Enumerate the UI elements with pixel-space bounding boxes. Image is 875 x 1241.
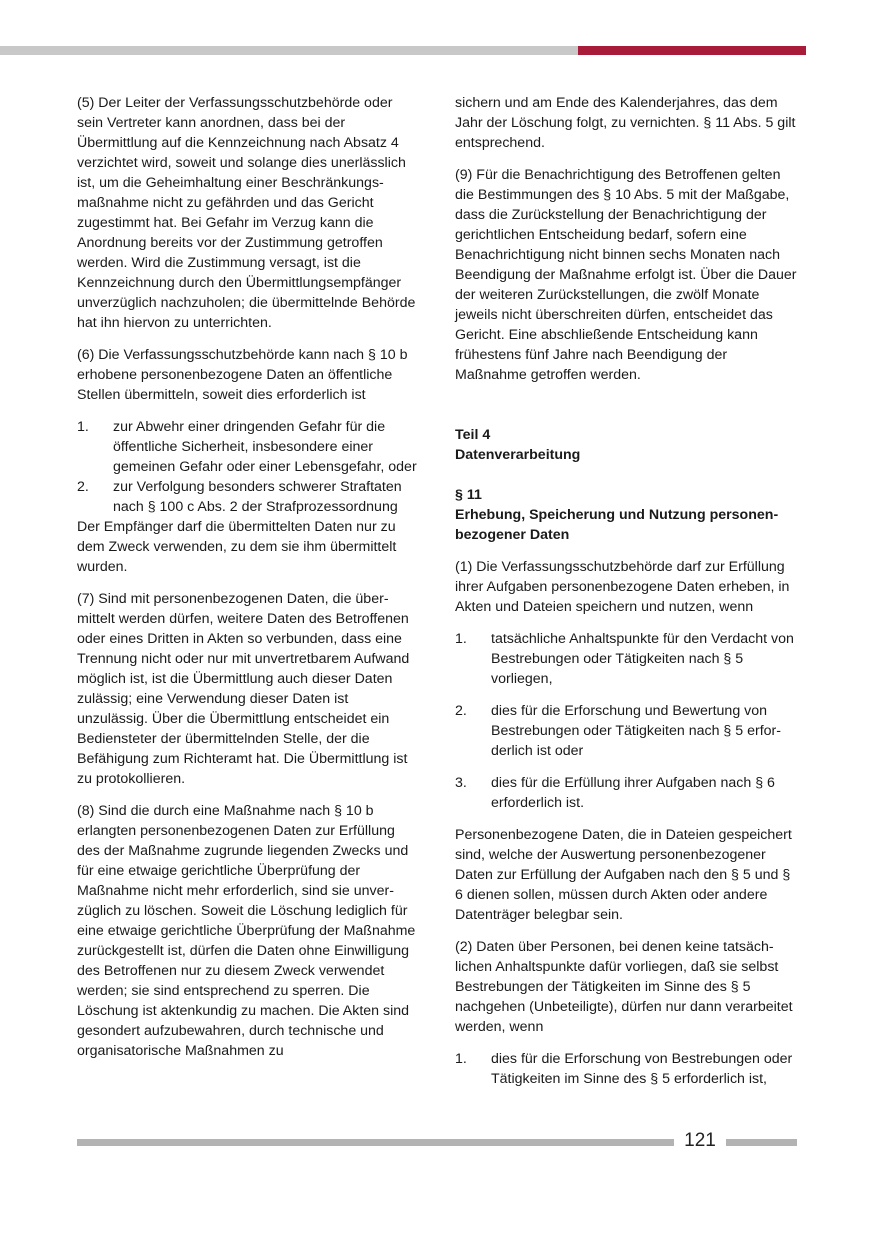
paragraph-9: (9) Für die Benachrichtigung des Betroffenen gelten die Bestimmungen des § 10 Abs. 5 mit der Maßgabe, dass die Zurückstellung der Benachrichtigung der gerichtlichen Entscheidung bedarf, sofern eine Benachrichtigung nicht binnen sechs Monaten nach Beendigung der Maßnahme erfolgt ist. Über die Dauer der weiteren Zurückstellungen, die zwölf Monate jeweils nicht überschreiten dürfen, entscheidet das Gericht. Eine abschließende Entscheidung kann frühestens fünf Jahre nach Beendigung der Maßnahme getroffen werden. [455,167,797,383]
list-item [455,773,800,813]
list-item-number: 3. [455,775,467,791]
list-item-number: 1. [77,419,89,435]
section-paragraph-2-list [455,1049,800,1089]
part-label: Teil 4 [455,427,491,443]
header-rule-accent [578,46,806,55]
list-item [455,701,800,761]
list-item-number: 1. [455,1051,467,1067]
left-column [77,93,420,1073]
list-item [77,477,420,517]
list-item [455,1049,800,1089]
footer-rule-left [77,1139,674,1146]
list-item [455,629,800,689]
page-number: 121 [684,1130,716,1151]
paragraph-6: (6) Die Verfassungsschutzbehörde kann nach § 10 b erhobene personenbezogene Daten an öffentliche Stellen übermitteln, soweit dies erforderlich ist [77,347,408,403]
list-item-number: 2. [455,703,467,719]
list-item-number: 2. [77,479,89,495]
part-title: Datenverarbeitung [455,447,581,463]
paragraph-7: (7) Sind mit personenbezogenen Daten, die übermittelt werden dürfen, weitere Daten des Betroffenen oder eines Dritten in Akten so verbunden, dass eine Trennung nicht oder nur mit unvertretbarem Aufwand möglich ist, ist die Übermittlung auch dieser Daten zulässig; eine Verwendung dieser Daten ist unzulässig. Über die Übermittlung entscheidet ein Bediensteter der übermittelnden Stelle, der die Befähigung zum Richteramt hat. Die Übermittlung ist zu protokollieren. [77,591,410,787]
list-item [77,417,420,477]
header-rule-gray [0,46,578,55]
list-item-text: tatsächliche Anhaltspunkte für den Verdacht von Bestrebungen oder Tätigkeiten nach § 5 vorliegen, [491,631,794,687]
right-column [455,93,800,1101]
section-paragraph-2: (2) Daten über Personen, bei denen keine tatsächlichen Anhaltspunkte dafür vorliegen, daß sie selbst Bestrebungen der Tätigkeiten im Sinne des § 5 nachgehen (Unbeteiligte), dürfen nur dann verarbeitet werden, wenn [455,939,793,1035]
section-label: § 11 [455,487,482,503]
list-item-text: zur Verfolgung besonders schwerer Straftaten nach § 100 c Abs. 2 der Strafprozessordnung [113,479,402,515]
list-item-text: dies für die Erforschung und Bewertung von Bestrebungen oder Tätigkeiten nach § 5 erforderlich ist oder [491,703,781,759]
footer-rule-right [726,1139,797,1146]
section-paragraph-1-list [455,629,800,813]
list-item-number: 1. [455,631,467,647]
paragraph-5: (5) Der Leiter der Verfassungsschutzbehörde oder sein Vertreter kann anordnen, dass bei der Übermittlung auf die Kennzeichnung nach Absatz 4 verzichtet wird, soweit und solange dies unerlässlich ist, um die Geheimhaltung einer Beschränkungsmaßnahme nicht zu gefährden und das Gericht zugestimmt hat. Bei Gefahr im Verzug kann die Anordnung bereits vor der Zustimmung getroffen werden. Wird die Zustimmung versagt, ist die Kennzeichnung durch den Übermittlungsempfänger unverzüglich nachzuholen; die übermittelnde Behörde hat ihn hiervon zu unterrichten. [77,95,416,331]
section-heading [455,485,800,545]
section-paragraph-1: (1) Die Verfassungsschutzbehörde darf zur Erfüllung ihrer Aufgaben personenbezogene Daten erheben, in Akten und Dateien speichern und nutzen, wenn [455,559,790,615]
section-title: Erhebung, Speicherung und Nutzung personenbezogener Daten [455,507,779,543]
list-item-text: dies für die Erfüllung ihrer Aufgaben nach § 6 erforderlich ist. [491,775,775,811]
paragraph-6-closing: Der Empfänger darf die übermittelten Daten nur zu dem Zweck verwenden, zu dem sie ihm übermittelt wurden. [77,519,397,575]
paragraph-6-list [77,417,420,517]
paragraph-8-continued: sichern und am Ende des Kalenderjahres, das dem Jahr der Löschung folgt, zu vernichten. § 11 Abs. 5 gilt entsprechend. [455,95,796,151]
list-item-text: zur Abwehr einer dringenden Gefahr für die öffentliche Sicherheit, insbesondere einer gemeinen Gefahr oder einer Lebensgefahr, oder [113,419,417,475]
part-heading [455,425,800,465]
paragraph-8: (8) Sind die durch eine Maßnahme nach § 10 b erlangten personenbezogenen Daten zur Erfüllung des der Maßnahme zugrunde liegenden Zwecks und für eine etwaige gerichtliche Überprüfung der Maßnahme nicht mehr erforderlich, sind sie unverzüglich zu löschen. Soweit die Löschung lediglich für eine etwaige gerichtliche Überprüfung der Maßnahme zurückgestellt ist, dürfen die Daten ohne Einwilligung des Betroffenen nur zu diesem Zweck verwendet werden; sie sind entsprechend zu sperren. Die Löschung ist aktenkundig zu machen. Die Akten sind gesondert aufzubewahren, durch technische und organisatorische Maßnahmen zu [77,803,416,1059]
list-item-text: dies für die Erforschung von Bestrebungen oder Tätigkeiten im Sinne des § 5 erforderlich ist, [491,1051,793,1087]
section-paragraph-1-closing: Personenbezogene Daten, die in Dateien gespeichert sind, welche der Auswertung personenbezogener Daten zur Erfüllung der Aufgaben nach den § 5 und § 6 dienen sollen, müssen durch Akten oder andere Datenträger belegbar sein. [455,827,792,923]
